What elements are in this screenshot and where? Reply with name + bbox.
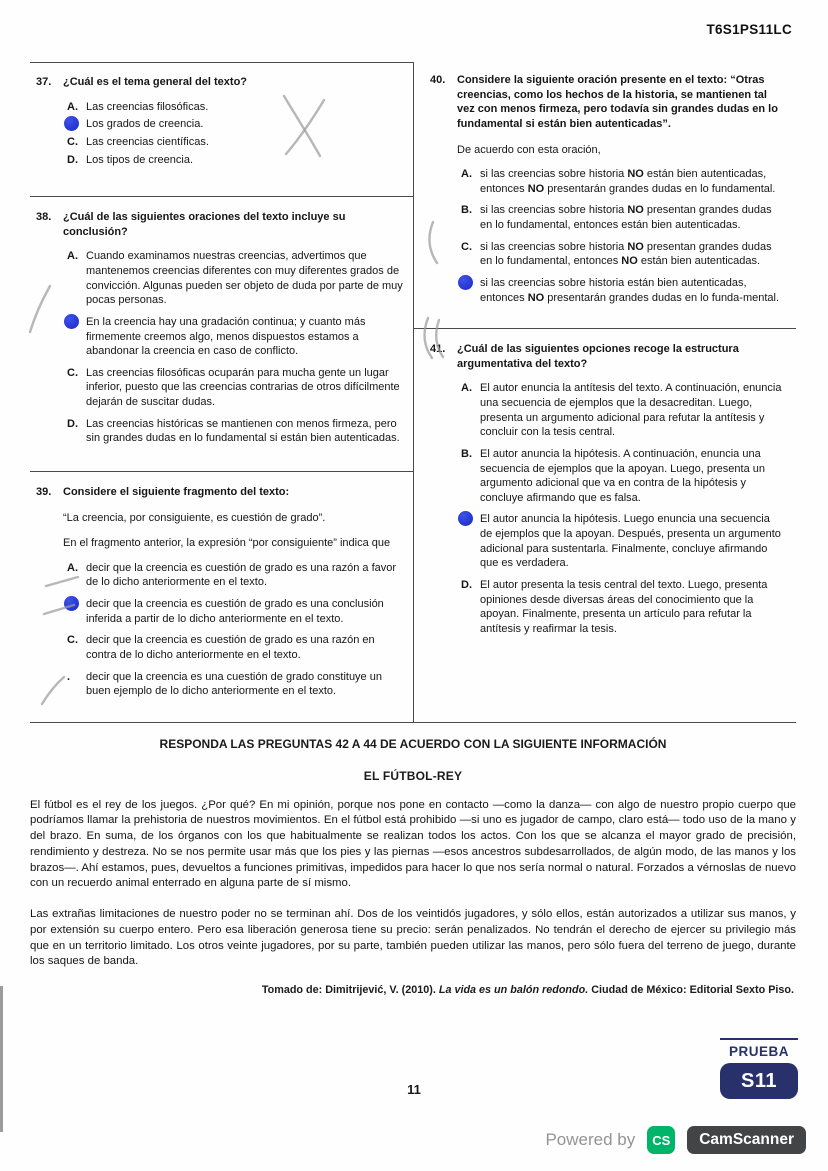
prueba-label: PRUEBA <box>728 1044 789 1059</box>
question-number: 37. <box>36 76 52 88</box>
options-list <box>67 561 403 699</box>
option-text: si las creencias sobre historia están bien autenticadas, entonces NO presentarán grandes dudas en lo funda-mental. <box>480 276 780 304</box>
prueba-badge <box>720 1038 798 1099</box>
selected-answer-dot <box>64 596 79 611</box>
option-text: Los grados de creencia. <box>86 118 204 131</box>
option-letter: C. <box>67 135 78 148</box>
option-row <box>67 249 403 308</box>
left-column <box>30 62 414 722</box>
option-letter: B. <box>461 204 472 217</box>
option-letter: C. <box>67 634 78 647</box>
question-40 <box>414 62 796 328</box>
option-row <box>67 561 403 590</box>
question-stem: ¿Cuál de las siguientes oraciones del texto incluye su conclusión? <box>63 211 346 238</box>
selected-answer-dot <box>64 314 79 329</box>
passage-paragraph: El fútbol es el rey de los juegos. ¿Por qué? En mi opinión, porque nos pone en contacto —como la danza— con algo de nuestro propio cuerpo que podríamos llamar la prehistoria de nuestros movimientos. En el fútbol está prohibido —si uno es jugador de campo, claro está— todo uso de la mano y del brazo. En suma, de los órganos con los que habitualmente se realizan todos los actos. Con los que se alcanza el mayor grado de precisión, rendimiento y destreza. No se nos permite usar más que los pies y las piernas —esos ancestros subdesarrollados, de algún modo, de las manos y los brazos—. Ahí estamos, pues, devueltos a funciones primitivas, impedidos para hacer lo que nos sería normal o natural. Forzados a vérnoslas de nuevo con un recuerdo animal enterrado en alguna parte de sí mismo. <box>30 798 796 890</box>
question-37 <box>30 62 413 196</box>
option-text: decir que la creencia es cuestión de grado es una razón a favor de lo dicho anteriormente en el texto. <box>86 561 397 589</box>
option-row <box>67 670 403 699</box>
fragment-quote: “La creencia, por consiguiente, es cuestión de grado”. <box>63 511 326 524</box>
instructions-banner: RESPONDA LAS PREGUNTAS 42 A 44 DE ACUERDO CON LA SIGUIENTE INFORMACIÓN <box>159 736 667 751</box>
option-letter: D. <box>461 578 472 591</box>
question-38 <box>30 196 413 471</box>
scan-edge-shadow <box>0 986 3 1132</box>
passage-source-citation: Tomado de: Dimitrijević, V. (2010). La vida es un balón redondo. Ciudad de México: Editorial Sexto Piso. <box>261 984 794 997</box>
prueba-code-badge: S11 <box>720 1063 798 1099</box>
option-text: Las creencias filosóficas ocuparán para mucha gente un lugar inferior, puesto que las creencias contrarias de otros difícilmente dejarán de suscitar dudas. <box>86 366 400 408</box>
option-row <box>461 512 784 571</box>
option-row <box>461 447 784 506</box>
option-text: Cuando examinamos nuestras creencias, advertimos que mantenemos creencias diferentes con muy diferentes grados de convicción. Algunas pueden ser objeto de duda por parte de muy pocas personas. <box>86 250 403 307</box>
question-number: 40. <box>430 74 446 86</box>
option-text: El autor presenta la tesis central del texto. Luego, presenta opiniones desde diversas áreas del conocimiento que la apoyan. Finalmente, presenta un artículo para refutar la antítesis y reafirmar la tesis. <box>480 578 768 635</box>
question-number: 41. <box>430 343 446 356</box>
option-letter <box>67 117 86 132</box>
option-letter: C. <box>461 240 472 253</box>
option-letter: A. <box>67 561 78 574</box>
powered-by-text: Powered by <box>545 1130 636 1149</box>
option-letter <box>461 276 480 305</box>
option-row <box>461 381 784 440</box>
option-text: Las creencias históricas se mantienen con menos firmeza, pero sin grandes dudas en lo fundamental si están bien autenticadas. <box>86 417 400 445</box>
option-letter: . <box>67 670 71 683</box>
right-column <box>414 62 796 722</box>
option-row <box>461 240 784 269</box>
selected-answer-dot <box>458 275 473 290</box>
option-row <box>67 117 403 132</box>
option-row <box>67 597 403 626</box>
option-text: El autor enuncia la antítesis del texto. A continuación, enuncia una secuencia de ejemplos que la desacreditan. Luego, presenta un argumento adicional para refutar la antítesis y concluir con la tesis central. <box>480 382 782 439</box>
option-text: si las creencias sobre historia NO están bien autenticadas, entonces NO presentarán grandes dudas en lo fundamental. <box>480 168 776 195</box>
camscanner-cs-icon: CS <box>647 1126 675 1154</box>
question-number: 39. <box>36 485 52 498</box>
option-letter: C. <box>67 366 78 379</box>
option-letter <box>67 597 86 626</box>
options-list <box>461 167 784 305</box>
option-text: decir que la creencia es cuestión de grado es una conclusión inferida a partir de lo dicho anteriormente en el texto. <box>86 598 384 625</box>
option-text: El autor anuncia la hipótesis. A continuación, enuncia una secuencia de ejemplos que la apoyan. Luego, presenta un argumento adicional que va en contra de la hipótesis y concluye afirmando que es falsa. <box>480 447 765 504</box>
option-text: Las creencias filosóficas. <box>86 100 209 113</box>
option-text: Los tipos de creencia. <box>86 153 194 166</box>
option-row <box>461 203 784 232</box>
option-text: si las creencias sobre historia NO presentan grandes dudas en lo fundamental, entonces NO están bien autenticadas. <box>480 240 772 268</box>
option-row <box>67 315 403 359</box>
option-row <box>67 100 403 115</box>
option-letter: A. <box>461 168 472 181</box>
option-row <box>67 153 403 168</box>
question-stem-continued: En el fragmento anterior, la expresión “por consiguiente” indica que <box>63 537 391 550</box>
option-letter <box>67 315 86 359</box>
page-number: 11 <box>407 1082 421 1097</box>
question-stem: Considere el siguiente fragmento del texto: <box>63 485 290 498</box>
options-list <box>461 381 784 636</box>
option-row <box>461 167 784 196</box>
page-content <box>30 62 796 996</box>
question-number: 38. <box>36 211 52 224</box>
option-letter: A. <box>461 382 472 395</box>
passage-title: EL FÚTBOL-REY <box>363 768 463 783</box>
option-row <box>67 633 403 662</box>
option-letter: A. <box>67 100 78 113</box>
option-text: si las creencias sobre historia NO presentan grandes dudas en lo fundamental, entonces están bien autenticadas. <box>480 204 772 231</box>
question-stem: ¿Cuál de las siguientes opciones recoge la estructura argumentativa del texto? <box>457 343 739 370</box>
option-text: En la creencia hay una gradación continua; y cuanto más firmemente creemos algo, menos dispuestos estamos a abandonar la creencia en caso de conflicto. <box>86 315 366 358</box>
option-letter: B. <box>461 447 472 460</box>
test-code: T6S1PS11LC <box>706 22 792 37</box>
question-stem: Considere la siguiente oración presente en el texto: “Otras creencias, como los hechos de la historia, se mantienen tal vez con menos firmeza, pero todavía sin grandes dudas en lo fundamental si están bien autenticadas”. <box>457 74 778 130</box>
camscanner-footer <box>545 1126 806 1154</box>
option-row <box>67 417 403 446</box>
option-row <box>67 135 403 150</box>
question-41 <box>414 328 796 659</box>
option-text: Las creencias científicas. <box>86 135 209 148</box>
option-text: decir que la creencia es una cuestión de grado constituye un buen ejemplo de lo dicho anteriormente en el texto. <box>86 670 382 698</box>
option-letter: A. <box>67 250 78 263</box>
camscanner-wordmark: CamScanner <box>687 1126 806 1154</box>
options-list <box>67 249 403 446</box>
question-stem-continued: De acuerdo con esta oración, <box>457 143 601 156</box>
passage-paragraph: Las extrañas limitaciones de nuestro poder no se terminan ahí. Dos de los veintidós jugadores, y sólo ellos, están autorizados a utilizar sus manos, y por extensión su cuerpo entero. Pero esa liberación generosa tiene su precio: serán penalizados. No tendrán el derecho de ejercer su privilegio más que en un territorio limitado. Los otros veinte jugadores, por su parte, también pueden utilizar las manos, pero sólo fuera del terreno de juego, durante los saques de banda. <box>30 908 796 968</box>
option-text: decir que la creencia es cuestión de grado es una razón en contra de lo dicho anteriormente en el texto. <box>86 634 375 661</box>
option-letter: D. <box>67 417 78 430</box>
question-39 <box>30 471 413 722</box>
option-row <box>461 578 784 637</box>
option-letter: D. <box>67 153 78 166</box>
option-letter <box>461 512 480 571</box>
question-stem: ¿Cuál es el tema general del texto? <box>63 76 248 88</box>
questions-grid <box>30 62 796 723</box>
option-text: El autor anuncia la hipótesis. Luego enuncia una secuencia de ejemplos que la apoyan. Después, presenta un argumento adicional para sustentarla. Finalmente, concluye afirmando que es verdadera. <box>480 513 781 570</box>
option-row <box>461 276 784 305</box>
options-list <box>67 100 403 168</box>
option-row <box>67 366 403 410</box>
